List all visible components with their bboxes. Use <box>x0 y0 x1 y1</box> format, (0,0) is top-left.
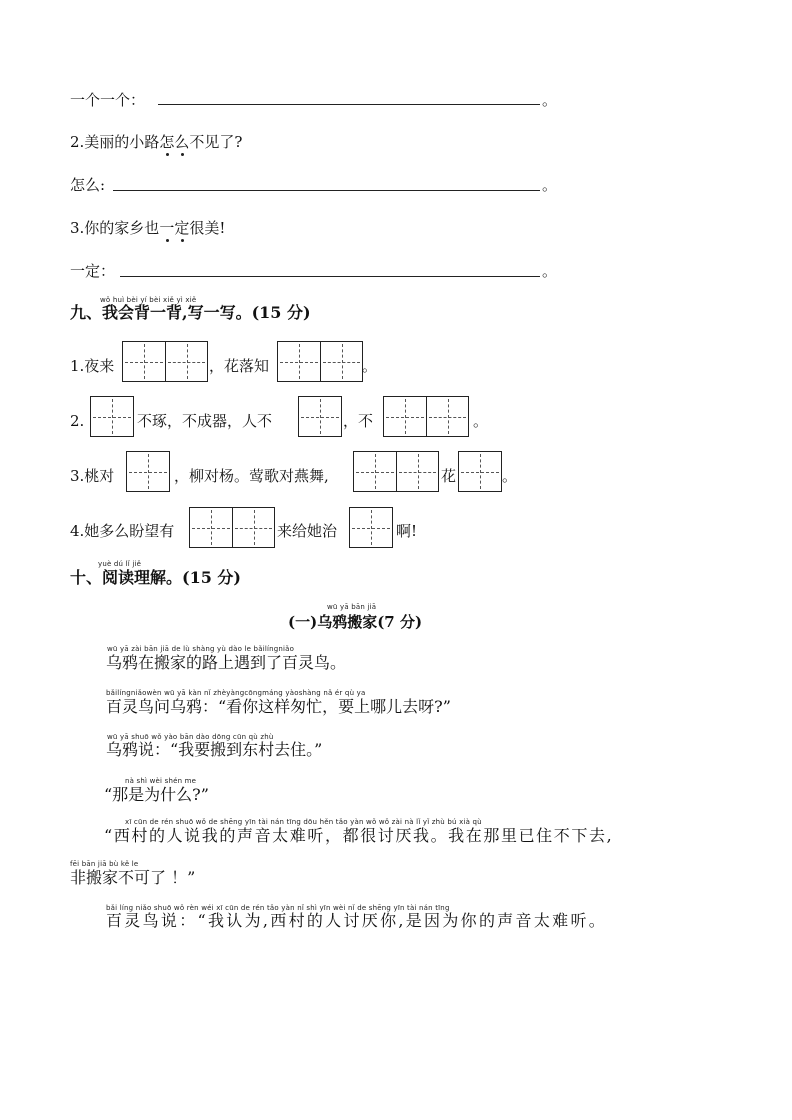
question-2: 2.美丽的小路怎么不见了? <box>70 133 243 151</box>
tianzige-row1-b[interactable] <box>277 341 363 382</box>
question-3: 3.你的家乡也一定很美! <box>70 219 226 237</box>
row4-text-c: 啊! <box>396 522 418 540</box>
passage-title: (一)乌鸦搬家(7 分) <box>288 613 423 631</box>
fill-label-1: 一个一个： <box>70 91 146 109</box>
passage-title-pinyin: wū yā bān jiā <box>327 603 377 611</box>
tianzige-row2-b[interactable] <box>298 396 342 437</box>
passage-line-2: 百灵鸟问乌鸦：“看你这样匆忙，要上哪儿去呀?” <box>106 697 451 716</box>
tianzige-row3-a[interactable] <box>126 451 170 492</box>
passage-line-5: “西村的人说我的声音太难听，都很讨厌我。我在那里已住不下去, <box>104 826 614 845</box>
p5-pinyin: xī cūn de rén shuō wǒ de shēng yīn tài nán tīng dōu hěn tǎo yàn wǒ wǒ zài nà lǐ yǐ zhù bú xià qù <box>125 818 482 826</box>
p4-pinyin: nà shì wèi shén me <box>125 777 197 785</box>
fill-label-3: 一定： <box>70 262 116 280</box>
row2-text-b: 不琢，不成器，人不 <box>137 412 273 430</box>
section9-heading: 九、我会背一背,写一写。(15 分) <box>70 303 311 322</box>
row4-text-a: 4.她多么盼望有 <box>70 522 175 540</box>
line-end-2: 。 <box>542 176 558 194</box>
passage-line-7: 百灵鸟说：“我认为,西村的人讨厌你,是因为你的声音太难听。 <box>106 911 608 930</box>
row2-text-c: ，不 <box>343 412 374 430</box>
line-end-1: 。 <box>542 91 558 109</box>
row2-text-a: 2. <box>70 412 85 430</box>
answer-line-1[interactable] <box>158 104 540 105</box>
tianzige-row2-a[interactable] <box>90 396 134 437</box>
p6-pinyin: fēi bān jiā bù kě le <box>70 860 139 868</box>
tianzige-row4-b[interactable] <box>349 507 393 548</box>
answer-line-2[interactable] <box>113 190 540 191</box>
p1-pinyin: wū yā zài bān jiā de lù shàng yù dào le bǎilíngniǎo <box>107 645 295 653</box>
section10-heading: 十、阅读理解。(15 分) <box>70 568 241 587</box>
tianzige-row1-a[interactable] <box>122 341 208 382</box>
row3-text-a: 3.桃对 <box>70 467 115 485</box>
passage-line-6: 非搬家不可了 ！” <box>70 868 196 887</box>
passage-line-4: “那是为什么?” <box>104 785 209 804</box>
passage-line-3: 乌鸦说：“我要搬到东村去住。” <box>106 740 323 759</box>
line-end-3: 。 <box>542 262 558 280</box>
passage-line-1: 乌鸦在搬家的路上遇到了百灵鸟。 <box>106 653 347 672</box>
tianzige-row2-c[interactable] <box>383 396 469 437</box>
section9-pinyin: wǒ huì bèi yí bèi xiě yì xiě <box>100 296 197 304</box>
p7-pinyin: bǎi líng niǎo shuō wǒ rèn wéi xī cūn de rén tǎo yàn nǐ shì yīn wèi nǐ de shēng yīn tài nán tīng <box>106 904 450 912</box>
answer-line-3[interactable] <box>120 276 540 277</box>
row4-text-b: 来给她治 <box>277 522 338 540</box>
p3-pinyin: wū yā shuō wǒ yào bān dào dōng cūn qù zhù <box>107 733 274 741</box>
row1-text-c: 。 <box>362 357 378 375</box>
row1-text-a: 1.夜来 <box>70 357 115 375</box>
tianzige-row3-b[interactable] <box>353 451 439 492</box>
row3-text-d: 。 <box>502 467 518 485</box>
row3-text-b: ，柳对杨。莺歌对燕舞, <box>174 467 329 485</box>
fill-label-2: 怎么: <box>70 176 106 194</box>
tianzige-row4-a[interactable] <box>189 507 275 548</box>
p2-pinyin: bǎilíngniǎowèn wū yā kàn nǐ zhèyàngcōngmáng yàoshàng nǎ ér qù ya <box>106 689 366 697</box>
row3-text-c: 花 <box>441 467 457 485</box>
tianzige-row3-c[interactable] <box>458 451 502 492</box>
row2-text-d: 。 <box>473 412 489 430</box>
row1-text-b: ，花落知 <box>209 357 270 375</box>
section10-pinyin: yuè dú lǐ jiě <box>98 560 142 568</box>
